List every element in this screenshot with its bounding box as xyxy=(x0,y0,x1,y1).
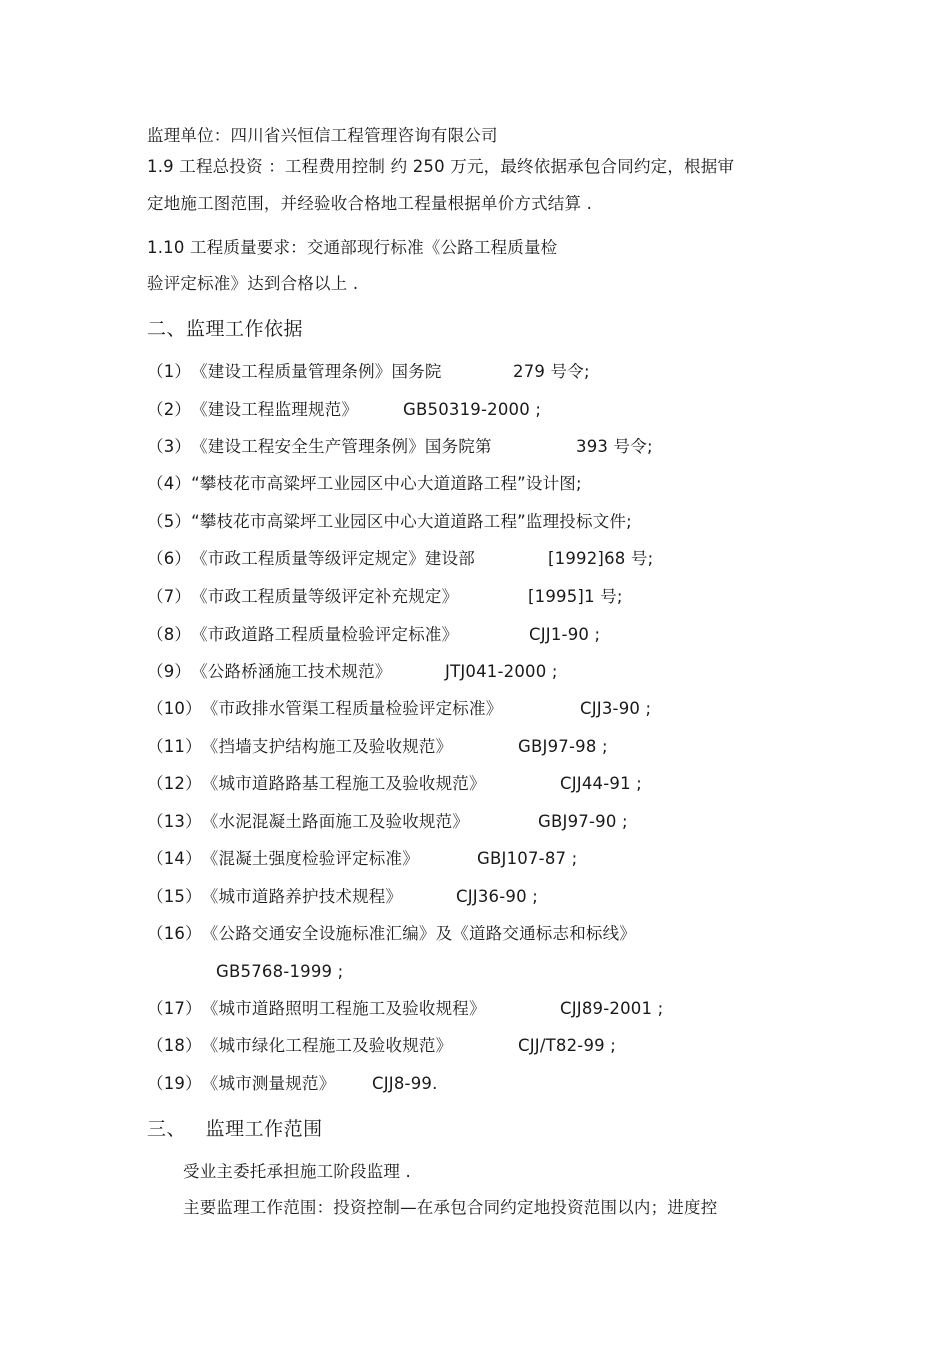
list-item xyxy=(147,698,652,720)
item-number: （7） xyxy=(147,587,192,606)
list-item xyxy=(147,586,623,608)
list-item xyxy=(147,436,653,458)
item-name: 《市政排水管渠工程质量检验评定标准》 xyxy=(201,699,503,718)
list-item xyxy=(147,1035,617,1057)
supervisor-unit: 监理单位：四川省兴恒信工程管理咨询有限公司 xyxy=(147,126,498,145)
item-name: 《建设工程质量管理条例》国务院 xyxy=(191,362,442,381)
item-name: 《城市测量规范》 xyxy=(201,1074,336,1093)
item-name: 《水泥混凝土路面施工及验收规范》 xyxy=(201,812,469,831)
item-code: GB50319-2000 ; xyxy=(403,400,542,419)
item-code: CJJ8-99. xyxy=(372,1074,438,1093)
item-number: （19） xyxy=(147,1074,202,1093)
item-number: （12） xyxy=(147,774,202,793)
list-item xyxy=(147,511,632,533)
item-name: “攀枝花市高粱坪工业园区中心大道道路工程”监理投标文件; xyxy=(191,512,632,531)
item-code: CJJ44-91 ; xyxy=(560,774,643,793)
item-number: （8） xyxy=(147,625,192,644)
item-code: CJJ89-2001 ; xyxy=(560,999,664,1018)
item-number: （17） xyxy=(147,999,202,1018)
item-number: （13） xyxy=(147,812,202,831)
item-code: [1992]68 号; xyxy=(548,549,654,568)
list-item xyxy=(147,923,636,945)
item-code: GBJ107-87 ; xyxy=(477,849,578,868)
list-item xyxy=(147,548,654,570)
item-number: （5） xyxy=(147,512,192,531)
list-item xyxy=(147,399,542,421)
item-name: 《市政工程质量等级评定规定》建设部 xyxy=(191,549,476,568)
item-number: （2） xyxy=(147,400,192,419)
list-item xyxy=(147,773,643,795)
section-3-para-2: 主要监理工作范围：投资控制—在承包合同约定地投资范围以内；进度控 xyxy=(183,1198,718,1217)
list-item xyxy=(147,998,664,1020)
section-3-para-1: 受业主委托承担施工阶段监理 . xyxy=(183,1162,411,1181)
item-code: CJJ36-90 ; xyxy=(456,887,539,906)
list-item xyxy=(147,1073,438,1095)
item-name: 《城市绿化工程施工及验收规范》 xyxy=(201,1036,453,1055)
item-number: （15） xyxy=(147,887,202,906)
item-number: （9） xyxy=(147,662,192,681)
item-name: “攀枝花市高粱坪工业园区中心大道道路工程”设计图; xyxy=(191,474,582,493)
item-name: 《建设工程安全生产管理条例》国务院第 xyxy=(191,437,492,456)
section-2-title: 二、监理工作依据 xyxy=(147,318,304,340)
quality-line-2: 验评定标准》达到合格以上 . xyxy=(147,274,359,293)
list-item xyxy=(147,661,558,683)
item-name: 《城市道路照明工程施工及验收规程》 xyxy=(201,999,486,1018)
item-number: （3） xyxy=(147,437,192,456)
item-name: 《公路交通安全设施标准汇编》及《道路交通标志和标线》 xyxy=(201,924,636,943)
item-code: CJJ3-90 ; xyxy=(580,699,652,718)
item-name: 《挡墙支护结构施工及验收规范》 xyxy=(201,737,453,756)
item-code: JTJ041-2000 ; xyxy=(445,662,558,681)
item-code: CJJ/T82-99 ; xyxy=(518,1036,617,1055)
item-name: 《市政工程质量等级评定补充规定》 xyxy=(191,587,459,606)
item-name: 《混凝土强度检验评定标准》 xyxy=(201,849,419,868)
item-name: 《市政道路工程质量检验评定标准》 xyxy=(191,625,459,644)
item-number: （1） xyxy=(147,362,192,381)
item-code: GBJ97-90 ; xyxy=(538,812,628,831)
item-number: （11） xyxy=(147,737,202,756)
list-item xyxy=(147,624,601,646)
item-number: （16） xyxy=(147,924,202,943)
list-item xyxy=(147,811,628,833)
item-number: （10） xyxy=(147,699,202,718)
list-item xyxy=(147,473,582,495)
investment-line-2: 定地施工图范围，并经验收合格地工程量根据单价方式结算 . xyxy=(147,194,593,213)
item-code: CJJ1-90 ; xyxy=(529,625,601,644)
list-item xyxy=(147,886,539,908)
item-code: 279 号令; xyxy=(513,362,590,381)
item-number: （4） xyxy=(147,474,192,493)
item-code: GB5768-1999 ; xyxy=(216,962,344,981)
list-item xyxy=(147,736,608,758)
investment-line-1: 1.9 工程总投资 ：工程费用控制 约 250 万元，最终依据承包合同约定，根据审 xyxy=(147,157,735,176)
item-name: 《城市道路养护技术规程》 xyxy=(201,887,403,906)
item-code: 393 号令; xyxy=(576,437,653,456)
item-number: （14） xyxy=(147,849,202,868)
section-3-title: 三、 监理工作范围 xyxy=(147,1118,323,1140)
list-item xyxy=(147,848,578,870)
quality-line-1: 1.10 工程质量要求：交通部现行标准《公路工程质量检 xyxy=(147,238,558,257)
item-name: 《城市道路路基工程施工及验收规范》 xyxy=(201,774,486,793)
item-name: 《公路桥涵施工技术规范》 xyxy=(191,662,392,681)
list-item xyxy=(147,361,590,383)
item-code: [1995]1 号; xyxy=(528,587,623,606)
item-number: （6） xyxy=(147,549,192,568)
item-code: GBJ97-98 ; xyxy=(518,737,608,756)
item-name: 《建设工程监理规范》 xyxy=(191,400,359,419)
item-number: （18） xyxy=(147,1036,202,1055)
